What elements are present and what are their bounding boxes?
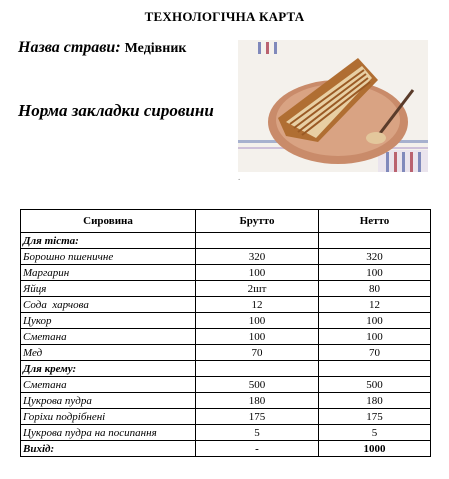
brutto-value: 2шт	[196, 281, 319, 297]
ingredient-name: Для крему:	[21, 361, 196, 377]
header-ingredient: Сировина	[21, 210, 196, 233]
ingredient-name: Сода харчова	[21, 297, 196, 313]
brutto-value: 100	[196, 265, 319, 281]
netto-value: 100	[319, 313, 431, 329]
cake-photo	[238, 40, 428, 172]
table-row	[21, 377, 431, 393]
netto-value: 70	[319, 345, 431, 361]
brutto-value: 12	[196, 297, 319, 313]
netto-value: 100	[319, 265, 431, 281]
brutto-value	[196, 233, 319, 249]
ingredient-name: Горіхи подрібнені	[21, 409, 196, 425]
netto-value: 175	[319, 409, 431, 425]
brutto-value: 100	[196, 313, 319, 329]
dish-line	[18, 39, 186, 57]
photo-caption-dot: .	[238, 172, 241, 182]
table-row	[21, 313, 431, 329]
table-row	[21, 329, 431, 345]
table-header-row	[21, 210, 431, 233]
ingredient-name: Сметана	[21, 329, 196, 345]
table-row	[21, 249, 431, 265]
ingredient-name: Цукрова пудра	[21, 393, 196, 409]
brutto-value: 5	[196, 425, 319, 441]
cake-illustration	[238, 40, 428, 172]
netto-value: 5	[319, 425, 431, 441]
brutto-value: 180	[196, 393, 319, 409]
table-row	[21, 233, 431, 249]
ingredient-name: Цукор	[21, 313, 196, 329]
table-row	[21, 265, 431, 281]
table-row	[21, 361, 431, 377]
table-row	[21, 393, 431, 409]
table-row	[21, 425, 431, 441]
ingredients-table	[20, 209, 431, 457]
output-label: Вихід:	[21, 441, 196, 457]
ingredient-name: Мед	[21, 345, 196, 361]
netto-value: 12	[319, 297, 431, 313]
netto-value	[319, 361, 431, 377]
ingredient-name: Цукрова пудра на посипання	[21, 425, 196, 441]
netto-value: 180	[319, 393, 431, 409]
brutto-value: 100	[196, 329, 319, 345]
brutto-value: 70	[196, 345, 319, 361]
ingredient-name: Маргарин	[21, 265, 196, 281]
netto-value	[319, 233, 431, 249]
brutto-value: 320	[196, 249, 319, 265]
ingredient-name: Борошно пшеничне	[21, 249, 196, 265]
page-title: ТЕХНОЛОГІЧНА КАРТА	[144, 9, 305, 24]
brutto-value: 500	[196, 377, 319, 393]
brutto-value: -	[196, 441, 319, 457]
table-row	[21, 297, 431, 313]
ingredient-name: Для тіста:	[21, 233, 196, 249]
header-brutto: Брутто	[196, 210, 319, 233]
table-row	[21, 409, 431, 425]
ingredient-name: Сметана	[21, 377, 196, 393]
netto-value: 80	[319, 281, 431, 297]
netto-value: 100	[319, 329, 431, 345]
brutto-value	[196, 361, 319, 377]
dish-name: Медівник	[124, 41, 187, 56]
table-row	[21, 345, 431, 361]
brutto-value: 175	[196, 409, 319, 425]
netto-value: 1000	[319, 441, 431, 457]
header-netto: Нетто	[319, 210, 431, 233]
netto-value: 500	[319, 377, 431, 393]
table-row	[21, 281, 431, 297]
ingredient-name: Яйця	[21, 281, 196, 297]
netto-value: 320	[319, 249, 431, 265]
norm-heading: Норма закладки сировини	[18, 101, 214, 120]
dish-label: Назва страви:	[18, 39, 121, 56]
table-row-total	[21, 441, 431, 457]
